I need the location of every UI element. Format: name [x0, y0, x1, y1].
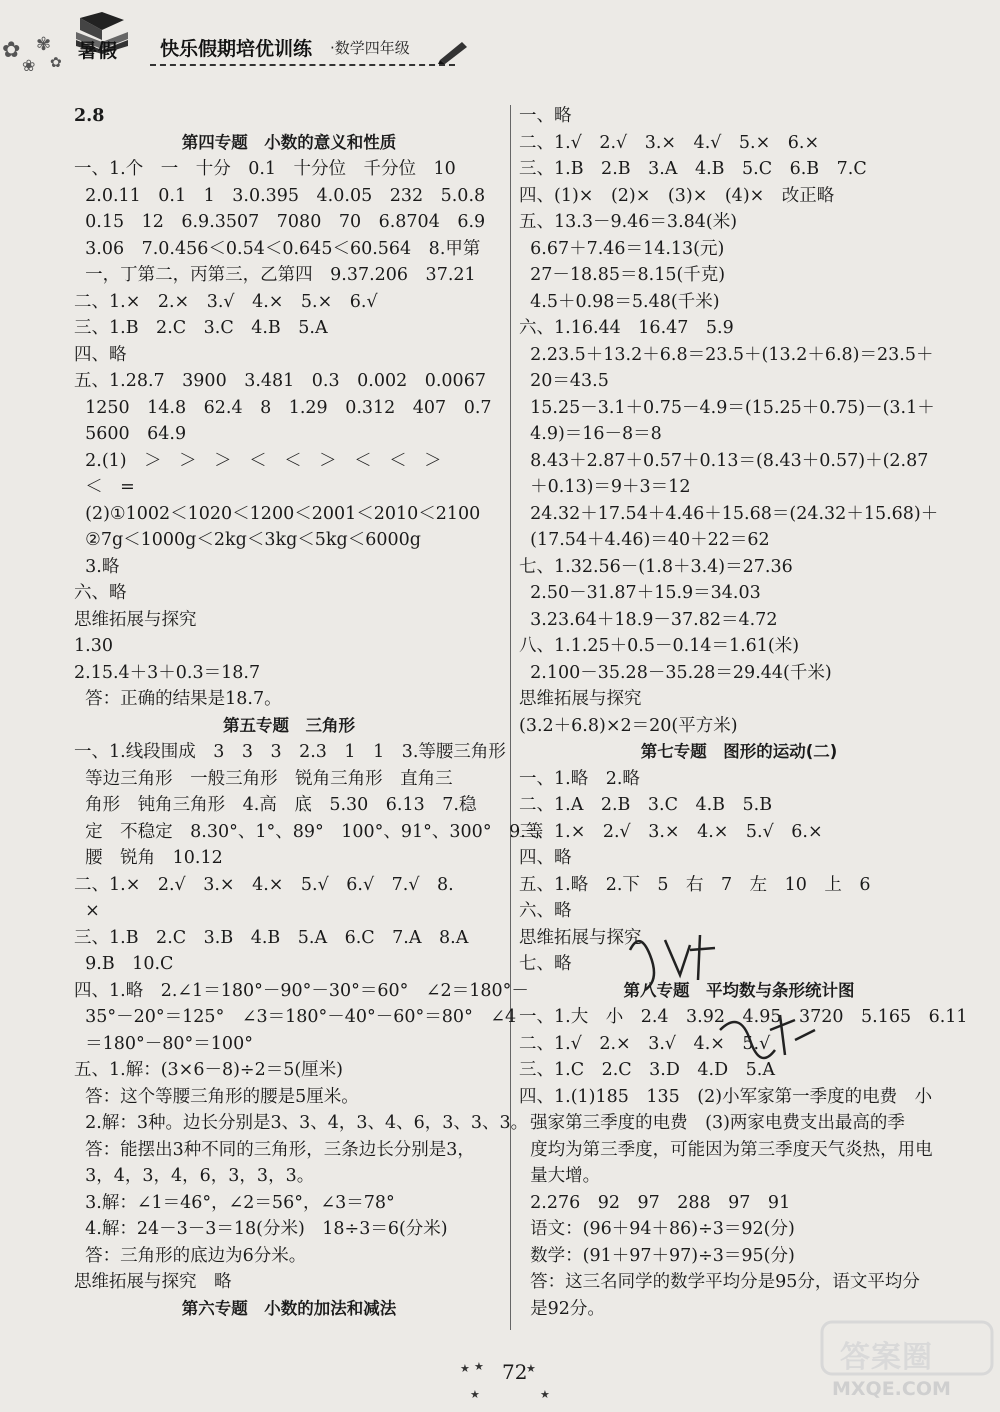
- answer-line: 15.25－3.1＋0.75－4.9＝(15.25＋0.75)－(3.1＋: [519, 397, 935, 418]
- star-icon: ★: [474, 1360, 484, 1373]
- answer-line: 答：这三名同学的数学平均分是95分，语文平均分: [519, 1272, 920, 1292]
- header-dashed-rule: [150, 64, 455, 66]
- answer-line: 27－18.85＝8.15(千克): [519, 265, 726, 285]
- answer-line: 三、1.C 2.C 3.D 4.D 5.A: [519, 1060, 775, 1080]
- answer-line: 1250 14.8 62.4 8 1.29 0.312 407 0.7: [74, 397, 492, 418]
- star-icon: ★: [460, 1362, 470, 1375]
- answer-line: 5600 64.9: [74, 424, 187, 444]
- answer-line: 七、略: [519, 954, 572, 974]
- answer-line: 量大增。: [519, 1166, 601, 1186]
- page-number: 72: [502, 1360, 528, 1384]
- header-title: 快乐假期培优训练: [160, 38, 313, 60]
- answer-line: 答：这个等腰三角形的腰是5厘米。: [74, 1086, 359, 1107]
- answer-line: 二、1.A 2.B 3.C 4.B 5.B: [519, 795, 773, 815]
- answer-line: 思维拓展与探究: [519, 927, 642, 948]
- answer-line: 2.8: [74, 106, 105, 126]
- answer-line: 三、1.B 2.C 3.C 4.B 5.A: [74, 318, 328, 338]
- answer-line: 2.50－31.87＋15.9＝34.03: [519, 583, 761, 603]
- answer-line: 4.9)＝16－8＝8: [519, 424, 662, 444]
- answer-line: 二、1.× 2.× 3.√ 4.× 5.× 6.√: [74, 291, 378, 312]
- answer-line: 八、1.1.25＋0.5－0.14＝1.61(米): [519, 636, 800, 656]
- pencil-icon: [438, 38, 470, 64]
- column-divider: [510, 105, 511, 1330]
- right-column: [519, 103, 968, 1322]
- answer-line: 角形 钝角三角形 4.高 底 5.30 6.13 7.稳: [74, 795, 477, 815]
- answer-line: 2.解：3种。边长分别是3、3、4，3、4、6，3、3、3。: [74, 1113, 529, 1133]
- answer-line: 七、1.32.56－(1.8＋3.4)＝27.36: [519, 556, 793, 577]
- flower-icon: ✿: [50, 55, 62, 71]
- answer-line: 三、1.× 2.√ 3.× 4.× 5.√ 6.×: [519, 821, 823, 842]
- page-header: [0, 0, 1000, 96]
- watermark-url: MXQE.COM: [832, 1378, 951, 1400]
- answer-line: 2.(1) ＞ ＞ ＞ ＜ ＜ ＞ ＜ ＜ ＞: [74, 450, 442, 471]
- answer-line: 五、1.解：(3×6－8)÷2＝5(厘米): [74, 1060, 344, 1080]
- answer-line: 答：三角形的底边为6分米。: [74, 1245, 307, 1266]
- answer-line: 一、1.个 一 十分 0.1 十分位 千分位 10: [74, 159, 456, 179]
- answer-line: 24.32＋17.54＋4.46＋15.68＝(24.32＋15.68)＋: [519, 503, 939, 524]
- answer-line: 2.15.4＋3＋0.3＝18.7: [74, 662, 261, 683]
- answer-line: 8.43＋2.87＋0.57＋0.13＝(8.43＋0.57)＋(2.87: [519, 450, 929, 471]
- answer-line: 4.5＋0.98＝5.48(千米): [519, 291, 720, 312]
- answer-line: 度均为第三季度，可能因为第三季度天气炎热，用电: [519, 1139, 933, 1160]
- answer-line: 3.06 7.0.456＜0.54＜0.645＜60.564 8.甲第: [74, 238, 481, 259]
- answer-line: 六、1.16.44 16.47 5.9: [519, 318, 734, 338]
- answer-line: 腰 锐角 10.12: [74, 848, 223, 868]
- handwriting-scribble: [620, 920, 820, 1090]
- answer-line: 强家第三季度的电费 (3)两家电费支出最高的季: [519, 1113, 905, 1133]
- answer-line: 六、略: [74, 583, 127, 603]
- answer-line: ＋0.13)＝9＋3＝12: [519, 477, 691, 497]
- answer-line: 三、1.B 2.C 3.B 4.B 5.A 6.C 7.A 8.A: [74, 927, 469, 948]
- answer-line: 思维拓展与探究 略: [74, 1272, 232, 1292]
- answer-line: 思维拓展与探究: [74, 609, 197, 630]
- answer-line: 四、略: [74, 344, 127, 365]
- watermark-text: 答案圈: [840, 1340, 933, 1375]
- star-icon: ★: [470, 1388, 480, 1401]
- star-icon: ★: [526, 1362, 536, 1375]
- answer-line: 六、略: [519, 901, 572, 921]
- answer-line: 五、13.3－9.46＝3.84(米): [519, 212, 738, 232]
- answer-line: 3.23.64＋18.9－37.82＝4.72: [519, 609, 778, 630]
- answer-line: 2.100－35.28－35.28＝29.44(千米): [519, 662, 832, 683]
- header-badge: 暑假: [78, 40, 119, 62]
- answer-line: (17.54＋4.46)＝40＋22＝62: [519, 530, 770, 550]
- answer-line: 2.276 92 97 288 97 91: [519, 1192, 791, 1213]
- answer-line: 答：正确的结果是18.7。: [74, 689, 282, 709]
- answer-line: 0.15 12 6.9.3507 7080 70 6.8704 6.9: [74, 212, 486, 232]
- answer-line: 二、1.√ 2.× 3.√ 4.× 5.√: [519, 1033, 771, 1054]
- answer-line: 一、略: [519, 106, 572, 126]
- answer-line: 一，丁第二，丙第三，乙第四 9.37.206 37.21: [74, 265, 476, 285]
- answer-line: (2)①1002＜1020＜1200＜2001＜2010＜2100: [74, 503, 481, 524]
- answer-line: 语文：(96＋94＋86)÷3＝92(分): [519, 1219, 795, 1239]
- section-heading: 第五专题 三角形: [223, 715, 355, 735]
- answer-line: 3.略: [74, 556, 120, 577]
- section-heading: 第四专题 小数的意义和性质: [181, 132, 397, 152]
- header-subject: ·数学四年级: [330, 39, 410, 57]
- answer-line: ②7g＜1000g＜2kg＜3kg＜5kg＜6000g: [74, 530, 421, 550]
- answer-line: 一、1.大 小 2.4 3.92 4.95 3720 5.165 6.11: [519, 1007, 968, 1027]
- answer-line: 定 不稳定 8.30°、1°、89° 100°、91°、300° 9.等: [74, 821, 544, 842]
- answer-line: 五、1.28.7 3900 3.481 0.3 0.002 0.0067: [74, 371, 486, 391]
- answer-line: 答：能摆出3种不同的三角形，三条边长分别是3，: [74, 1139, 475, 1160]
- answer-line: 四、略: [519, 848, 572, 868]
- answer-line: 四、1.略 2.∠1＝180°－90°－30°＝60° ∠2＝180°－: [74, 980, 529, 1001]
- answer-line: 3.解：∠1＝46°，∠2＝56°，∠3＝78°: [74, 1192, 395, 1213]
- answer-line: 1.30: [74, 636, 113, 656]
- left-column: [74, 103, 544, 1322]
- answer-line: 三、1.B 2.B 3.A 4.B 5.C 6.B 7.C: [519, 159, 867, 179]
- answer-line: 35°－20°＝125° ∠3＝180°－40°－60°＝80° ∠4: [74, 1007, 517, 1027]
- section-heading: 第八专题 平均数与条形统计图: [623, 980, 855, 1000]
- answer-line: ＝180°－80°＝100°: [74, 1033, 253, 1054]
- answer-line: 一、1.略 2.略: [519, 768, 640, 789]
- answer-line: 6.67＋7.46＝14.13(元): [519, 238, 725, 259]
- answer-line: 是92分。: [519, 1298, 605, 1319]
- answer-line: 3，4，3，4，6，3，3，3。: [74, 1166, 315, 1186]
- star-icon: ★: [540, 1388, 550, 1401]
- answer-line: ×: [74, 901, 100, 921]
- answer-line: 四、1.(1)185 135 (2)小军家第一季度的电费 小: [519, 1086, 933, 1107]
- section-heading: 第六专题 小数的加法和减法: [181, 1298, 397, 1318]
- answer-line: 思维拓展与探究: [519, 689, 642, 709]
- answer-line: 4.解：24－3－3＝18(分米) 18÷3＝6(分米): [74, 1219, 448, 1239]
- answer-line: 20＝43.5: [519, 371, 609, 391]
- answer-line: 2.23.5＋13.2＋6.8＝23.5＋(13.2＋6.8)＝23.5＋: [519, 344, 934, 365]
- answer-line: 五、1.略 2.下 5 右 7 左 10 上 6: [519, 874, 871, 895]
- answer-line: 数学：(91＋97＋97)÷3＝95(分): [519, 1245, 795, 1266]
- answer-line: 等边三角形 一般三角形 锐角三角形 直角三: [74, 768, 453, 789]
- page-footer: [440, 1358, 560, 1408]
- answer-line: 2.0.11 0.1 1 3.0.395 4.0.05 232 5.0.8: [74, 185, 486, 206]
- answer-line: 一、1.线段围成 3 3 3 2.3 1 1 3.等腰三角形: [74, 742, 506, 762]
- answer-line: 二、1.√ 2.√ 3.× 4.√ 5.× 6.×: [519, 132, 820, 153]
- answer-line: ＜ =: [74, 477, 135, 497]
- flower-icon: ✾: [36, 34, 52, 55]
- section-heading: 第七专题 图形的运动(二): [640, 742, 838, 761]
- answer-line: 四、(1)× (2)× (3)× (4)× 改正略: [519, 185, 835, 206]
- answer-line: (3.2＋6.8)×2＝20(平方米): [519, 715, 738, 736]
- answer-line: 9.B 10.C: [74, 954, 174, 974]
- flower-icon: ✿: [2, 38, 21, 63]
- flower-icon: ❀: [22, 56, 36, 75]
- answer-line: 二、1.× 2.√ 3.× 4.× 5.√ 6.√ 7.√ 8.: [74, 874, 454, 895]
